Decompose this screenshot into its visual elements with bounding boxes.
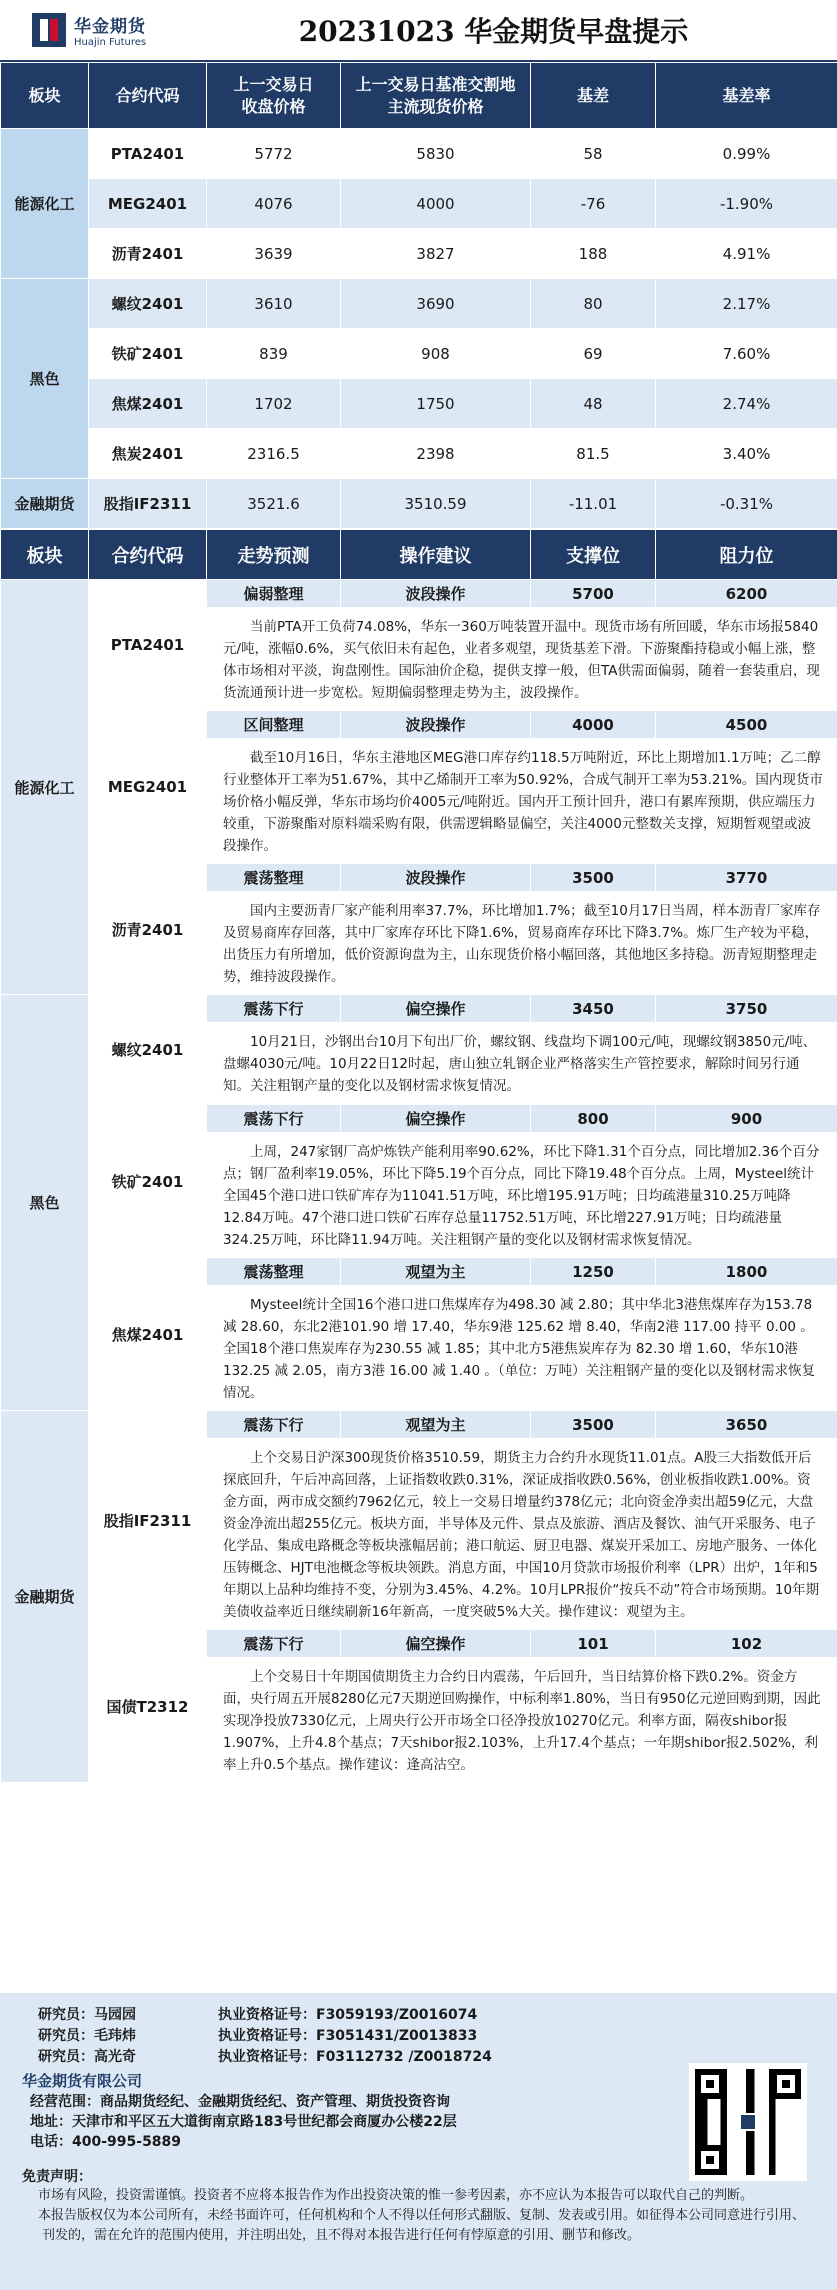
basis-basis-cell: 81.5 xyxy=(531,429,656,479)
analysis-text: 当前PTA开工负荷74.08%，华东一360万吨装置开温中。现货市场有所回暖，华东市场报5840元/吨，涨幅0.6%，买气依旧未有起色，业者多观望，现货基差下滑。下游聚酯持稳或小幅上涨，整体市场相对平淡，询盘刚性。国际油价企稳，提供支撑一般，但TA供需面偏弱，随着一套装重启，现货流通预计进一步宽松。短期偏弱整理走势为主，波段操作。 xyxy=(207,608,837,711)
analysis-support-cell: 3500 xyxy=(531,1411,656,1439)
basis-rate-cell: 4.91% xyxy=(656,229,837,279)
analysis-trend-cell: 震荡下行 xyxy=(207,995,341,1023)
logo-mark-icon xyxy=(32,13,66,47)
basis-row xyxy=(1,379,837,429)
analysis-advice-cell: 偏空操作 xyxy=(341,1105,531,1133)
basis-row xyxy=(1,329,837,379)
basis-rate-cell: 7.60% xyxy=(656,329,837,379)
analysis-resist-cell: 3650 xyxy=(656,1411,837,1439)
analysis-summary-row xyxy=(1,1411,837,1439)
analysis-trend-cell: 震荡整理 xyxy=(207,864,341,892)
sector-cell: 能源化工 xyxy=(1,129,89,279)
analysis-code-cell: 沥青2401 xyxy=(89,864,207,995)
basis-basis-cell: -11.01 xyxy=(531,479,656,529)
basis-code-cell: 焦煤2401 xyxy=(89,379,207,429)
basis-code-cell: 沥青2401 xyxy=(89,229,207,279)
sector-cell: 金融期货 xyxy=(1,479,89,529)
researcher-name: 研究员：毛玮炜 xyxy=(38,2028,136,2044)
analysis-text: 10月21日，沙钢出台10月下旬出厂价，螺纹钢、线盘均下调100元/吨，现螺纹钢3850元/吨、盘螺4030元/吨。10月22日12时起，唐山独立轧钢企业严格落实生产管控要求，解除时间另行通知。关注粗钢产量的变化以及钢材需求恢复情况。 xyxy=(207,1023,837,1105)
basis-rate-cell: 0.99% xyxy=(656,129,837,179)
analysis-header-cell: 合约代码 xyxy=(89,530,207,580)
basis-close-cell: 2316.5 xyxy=(207,429,341,479)
basis-basis-cell: 48 xyxy=(531,379,656,429)
basis-spot-cell: 3690 xyxy=(341,279,531,329)
analysis-resist-cell: 4500 xyxy=(656,711,837,739)
basis-basis-cell: 80 xyxy=(531,279,656,329)
analysis-summary-row xyxy=(1,864,837,892)
sector-cell: 黑色 xyxy=(1,279,89,479)
analysis-resist-cell: 900 xyxy=(656,1105,837,1133)
basis-spot-cell: 3510.59 xyxy=(341,479,531,529)
company-address: 地址：天津市和平区五大道街南京路183号世纪都会商厦办公楼22层 xyxy=(30,2114,457,2130)
company-logo xyxy=(0,0,180,61)
researcher-name: 研究员：高光奇 xyxy=(38,2049,136,2065)
basis-row xyxy=(1,129,837,179)
basis-spot-cell: 908 xyxy=(341,329,531,379)
basis-rate-cell: -0.31% xyxy=(656,479,837,529)
analysis-header-cell: 走势预测 xyxy=(207,530,341,580)
analysis-code-cell: PTA2401 xyxy=(89,580,207,711)
analysis-advice-cell: 观望为主 xyxy=(341,1258,531,1286)
basis-row xyxy=(1,429,837,479)
basis-spot-cell: 2398 xyxy=(341,429,531,479)
analysis-support-cell: 3450 xyxy=(531,995,656,1023)
analysis-code-cell: 螺纹2401 xyxy=(89,995,207,1105)
analysis-summary-row xyxy=(1,1258,837,1286)
analysis-trend-cell: 震荡整理 xyxy=(207,1258,341,1286)
analysis-summary-row xyxy=(1,580,837,608)
sector-cell: 黑色 xyxy=(1,995,89,1411)
analysis-table xyxy=(0,529,837,1783)
basis-code-cell: 铁矿2401 xyxy=(89,329,207,379)
analysis-advice-cell: 波段操作 xyxy=(341,711,531,739)
analysis-support-cell: 800 xyxy=(531,1105,656,1133)
analysis-resist-cell: 6200 xyxy=(656,580,837,608)
basis-close-cell: 4076 xyxy=(207,179,341,229)
disclaimer-paragraph: 市场有风险，投资需谨慎。投资者不应将本报告作为作出投资决策的惟一参考因素，亦不应认为本报告可以取代自己的判断。 xyxy=(38,2188,754,2203)
researcher-cert: 执业资格证号：F3059193/Z0016074 xyxy=(218,2007,478,2023)
analysis-header-cell: 板块 xyxy=(1,530,89,580)
analysis-summary-row xyxy=(1,995,837,1023)
analysis-support-cell: 101 xyxy=(531,1630,656,1658)
basis-code-cell: 股指IF2311 xyxy=(89,479,207,529)
analysis-trend-cell: 震荡下行 xyxy=(207,1411,341,1439)
basis-close-cell: 3521.6 xyxy=(207,479,341,529)
analysis-summary-row xyxy=(1,1105,837,1133)
analysis-support-cell: 3500 xyxy=(531,864,656,892)
basis-header-cell: 上一交易日基准交割地 主流现货价格 xyxy=(341,63,531,129)
report-title: 20231023 华金期货早盘提示 xyxy=(298,15,689,48)
basis-header-cell: 上一交易日 收盘价格 xyxy=(207,63,341,129)
analysis-trend-cell: 震荡下行 xyxy=(207,1105,341,1133)
basis-code-cell: PTA2401 xyxy=(89,129,207,179)
basis-rate-cell: 3.40% xyxy=(656,429,837,479)
analysis-code-cell: 股指IF2311 xyxy=(89,1411,207,1630)
basis-basis-cell: 69 xyxy=(531,329,656,379)
sector-cell: 能源化工 xyxy=(1,580,89,995)
analysis-advice-cell: 偏空操作 xyxy=(341,995,531,1023)
business-scope: 经营范围：商品期货经纪、金融期货经纪、资产管理、期货投资咨询 xyxy=(30,2094,450,2110)
analysis-header-cell: 阻力位 xyxy=(656,530,837,580)
analysis-advice-cell: 波段操作 xyxy=(341,864,531,892)
basis-code-cell: MEG2401 xyxy=(89,179,207,229)
basis-code-cell: 焦炭2401 xyxy=(89,429,207,479)
researcher-list xyxy=(22,2005,815,2068)
basis-row xyxy=(1,179,837,229)
basis-spot-cell: 3827 xyxy=(341,229,531,279)
basis-rate-cell: 2.17% xyxy=(656,279,837,329)
basis-close-cell: 3639 xyxy=(207,229,341,279)
analysis-header-cell: 操作建议 xyxy=(341,530,531,580)
analysis-text: 截至10月16日，华东主港地区MEG港口库存约118.5万吨附近，环比上期增加1.1万吨；乙二醇行业整体开工率为51.67%，其中乙烯制开工率为50.92%，合成气制开工率为53.21%。国内现货市场价格小幅反弹，华东市场均价4005元/吨附近。国内开工预计回升，港口有累库预期，供应端压力较重，下游聚酯对原料端采购有限，供需逻辑略显偏空，关注4000元整数关支撑，短期暂观望或波段操作。 xyxy=(207,739,837,864)
analysis-table-header xyxy=(1,530,837,580)
basis-row xyxy=(1,479,837,529)
disclaimer-list xyxy=(22,2186,815,2246)
researcher-row xyxy=(22,2005,815,2026)
basis-row xyxy=(1,229,837,279)
analysis-resist-cell: 1800 xyxy=(656,1258,837,1286)
analysis-header-cell: 支撑位 xyxy=(531,530,656,580)
analysis-code-cell: MEG2401 xyxy=(89,711,207,864)
basis-header-cell: 基差 xyxy=(531,63,656,129)
analysis-text: Mysteel统计全国16个港口进口焦煤库存为498.30 减 2.80；其中华北3港焦煤库存为153.78 减 28.60，东北2港101.90 增 17.40，华东9港 125.62 增 8.40，华南2港 117.00 持平 0.00 。全国18个港口焦炭库存为230.55 减 1.85；其中北方5港焦炭库存为 82.30 增 1.60，华东10港 132.25 减 2.05，南方3港 16.00 减 1.40 。（单位：万吨）关注粗钢产量的变化以及钢材需求恢复情况。 xyxy=(207,1286,837,1411)
analysis-support-cell: 1250 xyxy=(531,1258,656,1286)
basis-basis-cell: 58 xyxy=(531,129,656,179)
basis-close-cell: 1702 xyxy=(207,379,341,429)
basis-rate-cell: 2.74% xyxy=(656,379,837,429)
basis-header-cell: 板块 xyxy=(1,63,89,129)
company-name: 华金期货有限公司 xyxy=(22,2072,143,2090)
analysis-summary-row xyxy=(1,711,837,739)
analysis-code-cell: 铁矿2401 xyxy=(89,1105,207,1258)
analysis-advice-cell: 波段操作 xyxy=(341,580,531,608)
analysis-trend-cell: 偏弱整理 xyxy=(207,580,341,608)
analysis-support-cell: 4000 xyxy=(531,711,656,739)
analysis-advice-cell: 偏空操作 xyxy=(341,1630,531,1658)
basis-header-cell: 基差率 xyxy=(656,63,837,129)
analysis-code-cell: 国债T2312 xyxy=(89,1630,207,1783)
basis-code-cell: 螺纹2401 xyxy=(89,279,207,329)
logo-cn-text: 华金期货 xyxy=(74,17,146,37)
disclaimer-paragraph: 本报告版权仅为本公司所有，未经书面许可，任何机构和个人不得以任何形式翻版、复制、发表或引用。如征得本公司同意进行引用、刊发的，需在允许的范围内使用，并注明出处，且不得对本报告进行任何有悖原意的引用、删节和修改。 xyxy=(38,2208,806,2243)
analysis-resist-cell: 3750 xyxy=(656,995,837,1023)
report-header xyxy=(0,0,837,62)
basis-spot-cell: 5830 xyxy=(341,129,531,179)
basis-close-cell: 839 xyxy=(207,329,341,379)
analysis-code-cell: 焦煤2401 xyxy=(89,1258,207,1411)
analysis-text: 国内主要沥青厂家产能利用率37.7%，环比增加1.7%；截至10月17日当周，样本沥青厂家库存及贸易商库存回落，其中厂家库存环比下降1.6%，贸易商库存环比下降3.7%。炼厂生产较为平稳，出货压力有所增加，低价资源询盘为主，山东现货价格小幅回落，其他地区多持稳。沥青短期整理走势，维持波段操作。 xyxy=(207,892,837,995)
analysis-text: 上个交易日沪深300现货价格3510.59，期货主力合约升水现货11.01点。A股三大指数低开后探底回升，午后冲高回落，上证指数收跌0.31%，深证成指收跌0.56%，创业板指收跌1.00%。资金方面，两市成交额约7962亿元，较上一交易日增量约378亿元；北向资金净卖出超59亿元，大盘资金净流出超255亿元。板块方面，半导体及元件、景点及旅游、酒店及餐饮、油气开采服务、电子化学品、集成电路概念等板块涨幅居前；港口航运、厨卫电器、煤炭开采加工、房地产服务、一体化压铸概念、HJT电池概念等板块领跌。消息方面，中国10月贷款市场报价利率（LPR）出炉，1年和5年期以上品种均维持不变，分别为3.45%、4.2%。10月LPR报价“按兵不动”符合市场预期。10年期美债收益率近日继续刷新16年新高，一度突破5%大关。操作建议：观望为主。 xyxy=(207,1439,837,1630)
basis-header-cell: 合约代码 xyxy=(89,63,207,129)
analysis-trend-cell: 震荡下行 xyxy=(207,1630,341,1658)
basis-close-cell: 5772 xyxy=(207,129,341,179)
basis-spot-cell: 1750 xyxy=(341,379,531,429)
basis-table xyxy=(0,62,837,529)
qr-code-icon xyxy=(689,2063,807,2181)
analysis-text: 上个交易日十年期国债期货主力合约日内震荡，午后回升，当日结算价格下跌0.2%。资金方面，央行周五开展8280亿元7天期逆回购操作，中标利率1.80%，当日有950亿元逆回购到期，因此实现净投放7330亿元，上周央行公开市场全口径净投放10270亿元。利率方面，隔夜shibor报1.907%，上升4.8个基点；7天shibor报2.103%，上升17.4个基点；一年期shibor报2.502%，利率上升0.5个基点。操作建议：逢高沽空。 xyxy=(207,1658,837,1783)
analysis-text: 上周，247家钢厂高炉炼铁产能利用率90.62%，环比下降1.31个百分点，同比增加2.36个百分点；钢厂盈利率19.05%，环比下降5.19个百分点，同比下降19.48个百分点。上周，Mysteel统计全国45个港口进口铁矿库存为11041.51万吨，环比增195.91万吨；日均疏港量310.25万吨降12.84万吨。47个港口进口铁矿石库存总量11752.51万吨，环比增227.91万吨；日均疏港量324.25万吨，环比降11.94万吨。关注粗钢产量的变化以及钢材需求恢复情况。 xyxy=(207,1133,837,1258)
company-phone: 电话：400-995-5889 xyxy=(30,2134,182,2150)
analysis-support-cell: 5700 xyxy=(531,580,656,608)
sector-cell: 金融期货 xyxy=(1,1411,89,1783)
basis-spot-cell: 4000 xyxy=(341,179,531,229)
analysis-resist-cell: 102 xyxy=(656,1630,837,1658)
analysis-resist-cell: 3770 xyxy=(656,864,837,892)
basis-basis-cell: -76 xyxy=(531,179,656,229)
report-footer xyxy=(0,1993,837,2290)
researcher-name: 研究员：马园园 xyxy=(38,2007,136,2023)
analysis-advice-cell: 观望为主 xyxy=(341,1411,531,1439)
disclaimer-title: 免责声明： xyxy=(22,2169,92,2185)
researcher-row xyxy=(22,2026,815,2047)
logo-en-text: Huajin Futures xyxy=(74,37,147,48)
basis-table-header xyxy=(1,63,837,129)
basis-close-cell: 3610 xyxy=(207,279,341,329)
basis-basis-cell: 188 xyxy=(531,229,656,279)
analysis-summary-row xyxy=(1,1630,837,1658)
researcher-cert: 执业资格证号：F3051431/Z0013833 xyxy=(218,2028,478,2044)
researcher-cert: 执业资格证号：F03112732 /Z0018724 xyxy=(218,2049,492,2065)
basis-row xyxy=(1,279,837,329)
basis-rate-cell: -1.90% xyxy=(656,179,837,229)
analysis-trend-cell: 区间整理 xyxy=(207,711,341,739)
